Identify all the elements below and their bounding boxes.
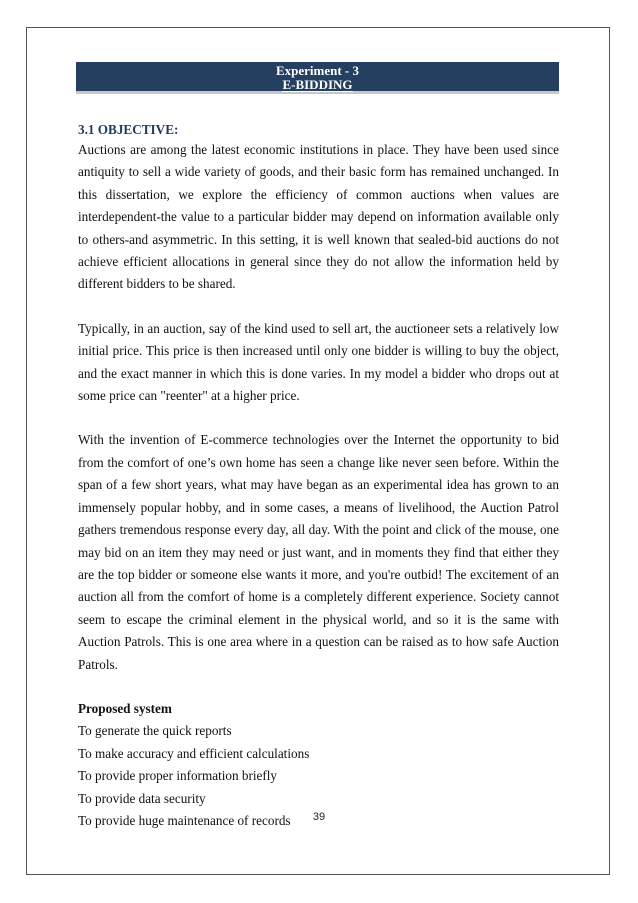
experiment-subtitle: E-BIDDING: [282, 77, 353, 92]
objective-paragraph-1: Auctions are among the latest economic institutions in place. They have been used since antiquity to sell a wide variety of goods, and their basic form has remained unchanged. In this dissertation, we explore the efficiency of common auctions when values are interdependent-the value to a particular bidder may depend on information available only to others-and asymmetric. In this setting, it is well known that sealed-bid auctions do not achieve efficient allocations in general since they do not allow the information held by different bidders to be shared.: [78, 142, 559, 292]
proposed-item: To provide data security: [78, 790, 206, 806]
proposed-item: To provide huge maintenance of records: [78, 812, 291, 828]
proposed-system-heading: Proposed system: [78, 700, 172, 716]
objective-paragraph-2: Typically, in an auction, say of the kind used to sell art, the auctioneer sets a relatively low initial price. This price is then increased until only one bidder is willing to buy the object, and the exact manner in which this is done varies. In my model a bidder who drops out at some price can "reenter" at a higher price.: [78, 320, 559, 404]
proposed-item: To provide proper information briefly: [78, 768, 278, 784]
proposed-item: To make accuracy and efficient calculations: [78, 745, 310, 761]
page-number: 39: [312, 811, 326, 823]
document-body: [78, 118, 559, 832]
proposed-item: To generate the quick reports: [78, 723, 232, 739]
objective-paragraph-3: With the invention of E-commerce technologies over the Internet the opportunity to bid from the comfort of one’s own home has seen a change like never seen before. Within the span of a few short years, what may have began as an experimental idea has grown to an immensely popular hobby, and in some cases, a means of livelihood, the Auction Patrol gathers tremendous response every day, all day. With the point and click of the mouse, one may bid on an item they may need or just want, and in moments they find that either they are the top bidder or someone else wants it more, and you're outbid! The excitement of an auction all from the comfort of home is a completely different experience. Society cannot seem to escape the criminal element in the physical world, and so it is the same with Auction Patrols. This is one area where in a question can be raised as to how safe Auction Patrols.: [78, 432, 559, 672]
experiment-title: Experiment - 3: [275, 63, 360, 78]
experiment-header-banner: [76, 62, 559, 94]
objective-heading: 3.1 OBJECTIVE:: [78, 122, 179, 137]
